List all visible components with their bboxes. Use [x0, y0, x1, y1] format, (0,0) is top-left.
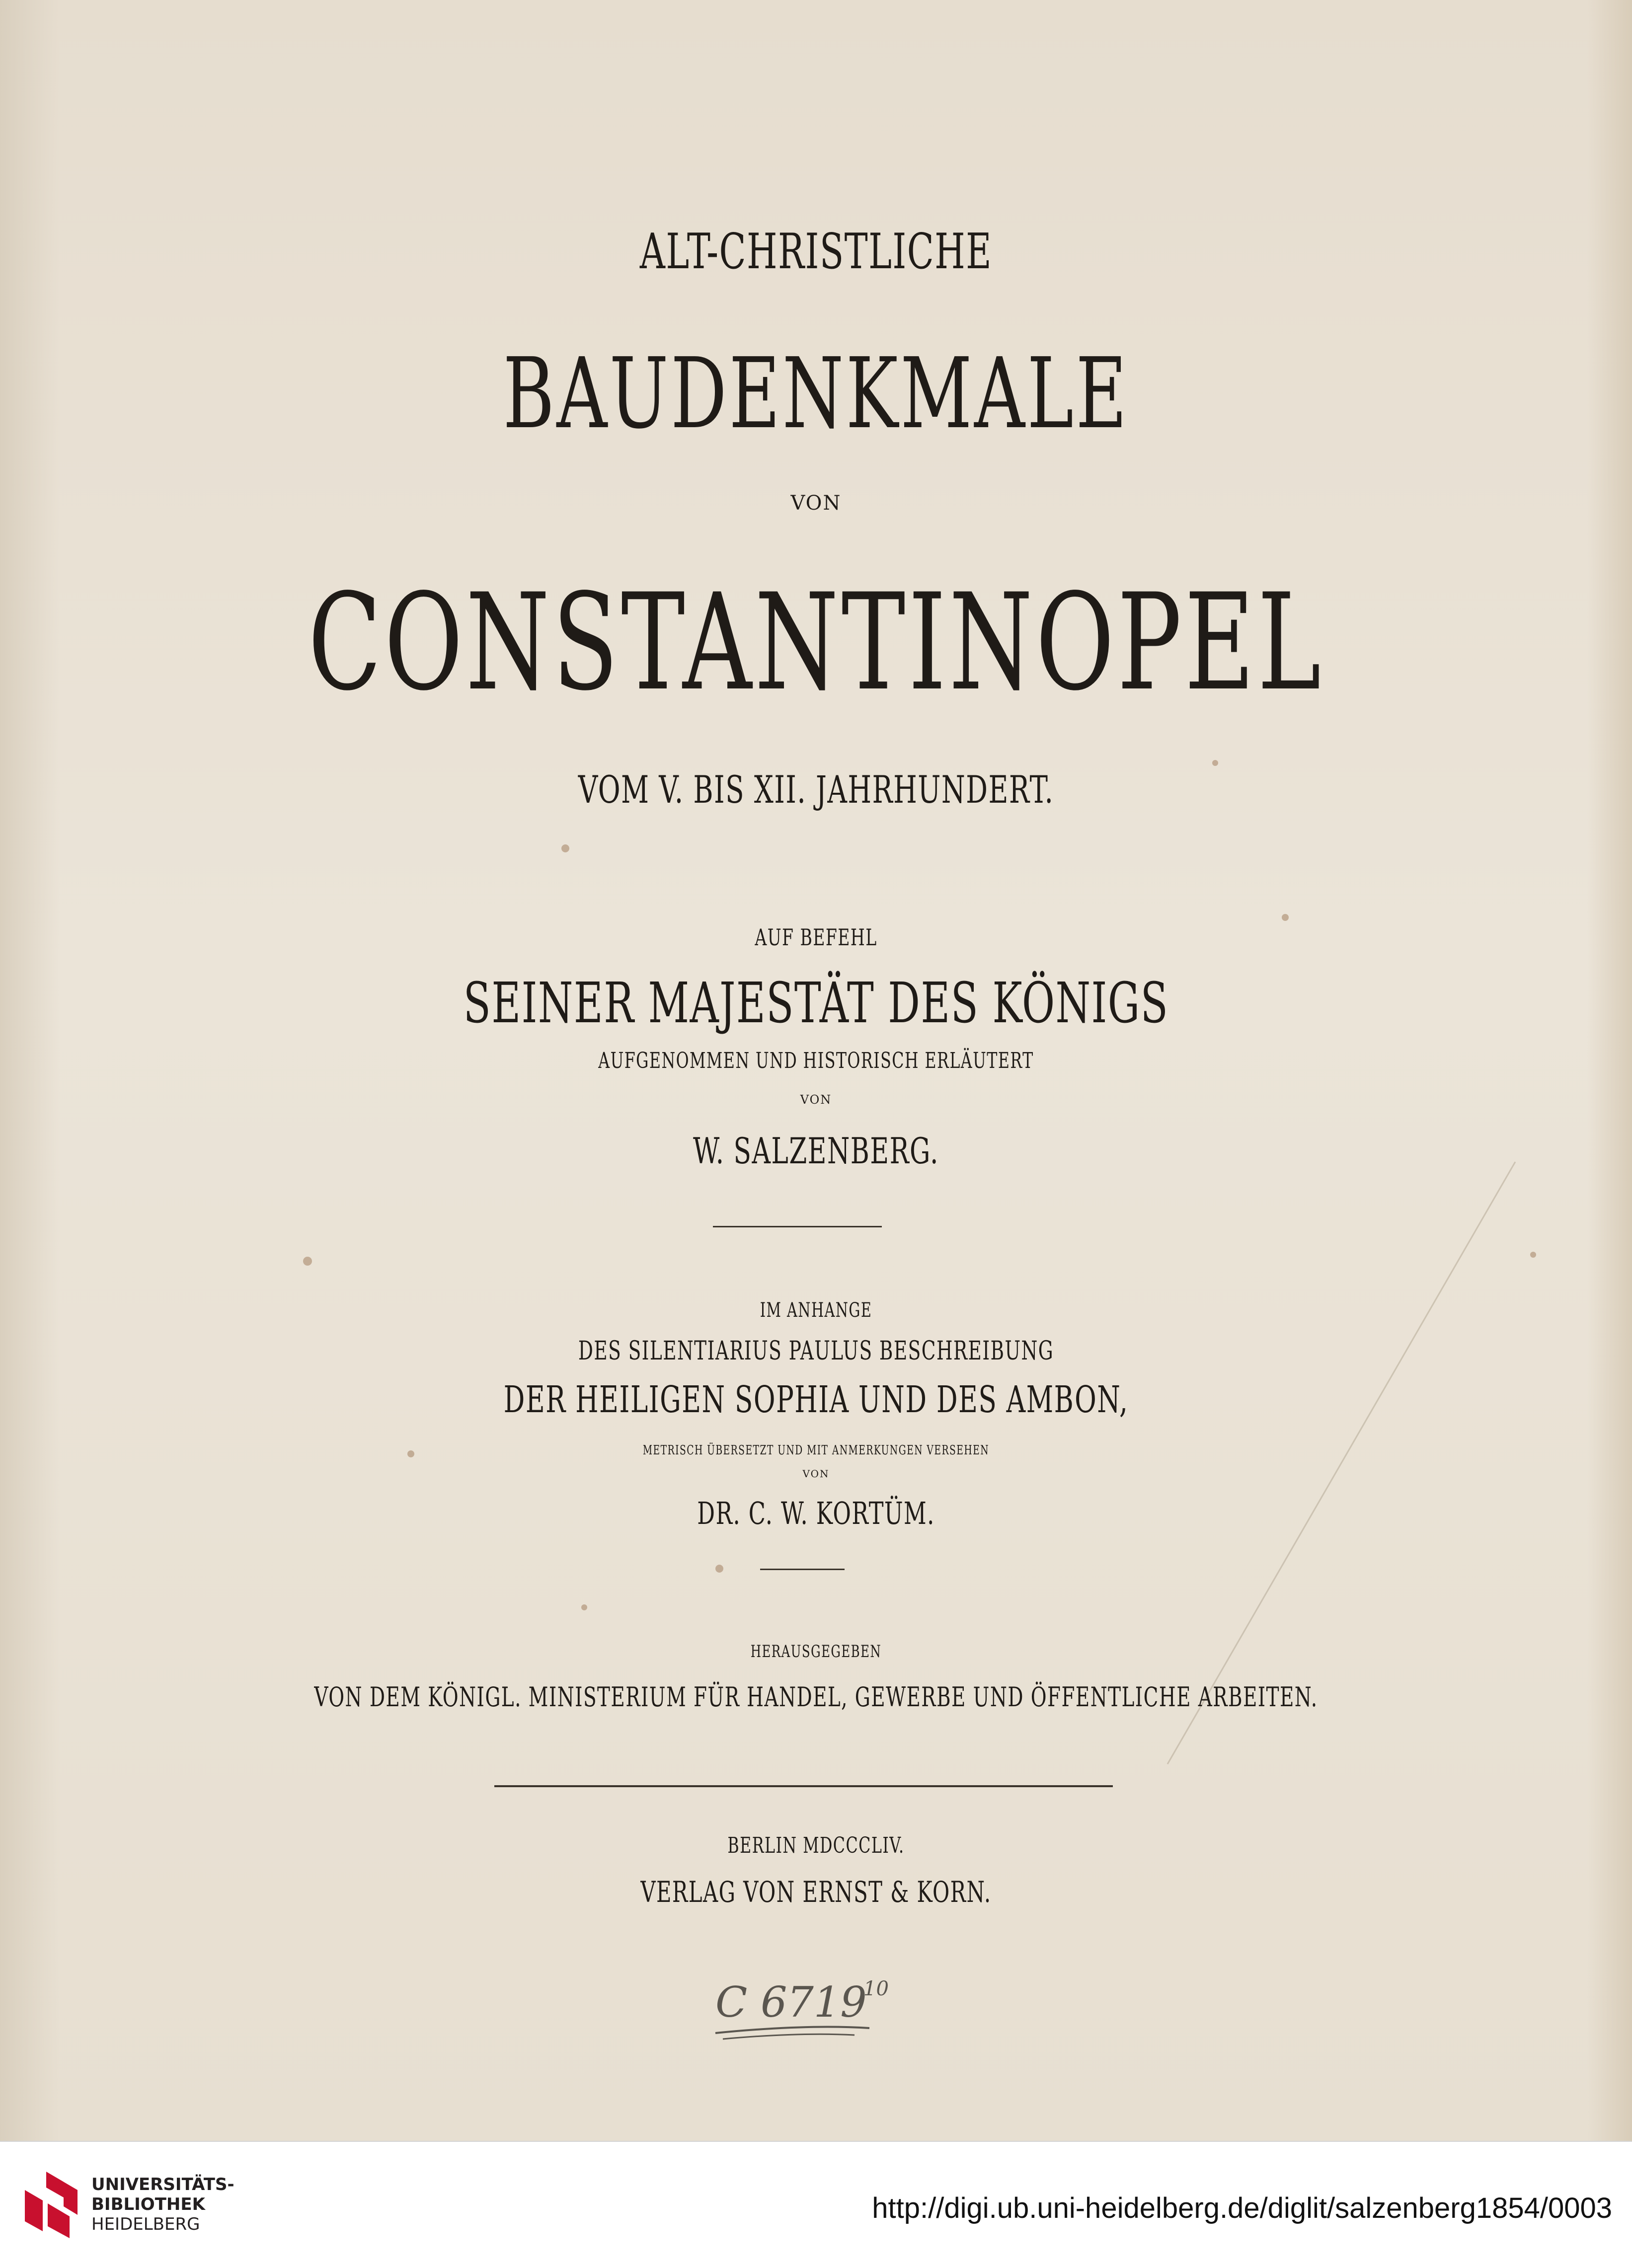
library-name-line1: UNIVERSITÄTS-: [91, 2175, 234, 2194]
shelfmark-text: C 6719: [715, 1978, 867, 2027]
divider-rule: [713, 1226, 882, 1227]
title-line-constantinopel: CONSTANTINOPEL: [308, 565, 1324, 720]
foxing-spot: [715, 1565, 723, 1573]
title-line-alt-christliche: ALT-CHRISTLICHE: [639, 224, 993, 280]
divider-rule-long: [494, 1785, 1113, 1787]
text-von-tiny: VON: [802, 1468, 830, 1480]
foxing-spot: [1212, 760, 1218, 766]
text-von-small: VON: [800, 1093, 832, 1107]
text-silentiarius: DES SILENTIARIUS PAULUS BESCHREIBUNG: [578, 1336, 1054, 1366]
translator-name: DR. C. W. KORTÜM.: [697, 1495, 935, 1531]
text-metrisch: METRISCH ÜBERSETZT UND MIT ANMERKUNGEN VERSEHEN: [642, 1443, 990, 1458]
text-berlin-year: BERLIN MDCCCLIV.: [727, 1833, 905, 1858]
text-aufgenommen: AUFGENOMMEN UND HISTORISCH ERLÄUTERT: [598, 1048, 1034, 1073]
title-line-baudenkmale: BAUDENKMALE: [503, 337, 1129, 451]
page-edge-shadow-left: [0, 0, 60, 2141]
library-name-line3: HEIDELBERG: [91, 2214, 200, 2234]
handwritten-shelfmark: [705, 1969, 914, 2049]
text-herausgegeben: HERAUSGEGEBEN: [750, 1642, 882, 1662]
foxing-spot: [1282, 914, 1289, 921]
author-name: W. SALZENBERG.: [693, 1130, 939, 1172]
foxing-spot: [303, 1257, 312, 1266]
library-name-line2: BIBLIOTHEK: [91, 2194, 205, 2214]
svg-text:10: 10: [863, 1977, 889, 2000]
foxing-spot: [581, 1604, 587, 1610]
foxing-spot: [1530, 1252, 1536, 1258]
text-auf-befehl: AUF BEFEHL: [755, 924, 877, 951]
divider-rule: [760, 1569, 845, 1570]
page-edge-shadow-right: [1587, 0, 1632, 2141]
text-im-anhange: IM ANHANGE: [760, 1299, 872, 1322]
paper-crease: [1167, 1161, 1516, 1764]
text-heiligen-sophia: DER HEILIGEN SOPHIA UND DES AMBON,: [503, 1378, 1129, 1421]
title-line-jahrhundert: VOM V. BIS XII. JAHRHUNDERT.: [578, 767, 1054, 812]
permalink-url[interactable]: http://digi.ub.uni-heidelberg.de/diglit/salzenberg1854/0003: [872, 2192, 1612, 2224]
text-verlag: VERLAG VON ERNST & KORN.: [640, 1875, 992, 1909]
library-name: [91, 2175, 240, 2234]
title-line-von: VON: [790, 492, 842, 515]
text-seiner-majestaet: SEINER MAJESTÄT DES KÖNIGS: [463, 971, 1169, 1036]
university-library-logo-icon: [19, 2168, 83, 2242]
footer-bar: [0, 2141, 1632, 2268]
text-ministerium: VON DEM KÖNIGL. MINISTERIUM FÜR HANDEL, GEWERBE UND ÖFFENTLICHE ARBEITEN.: [314, 1681, 1318, 1713]
foxing-spot: [561, 844, 569, 852]
